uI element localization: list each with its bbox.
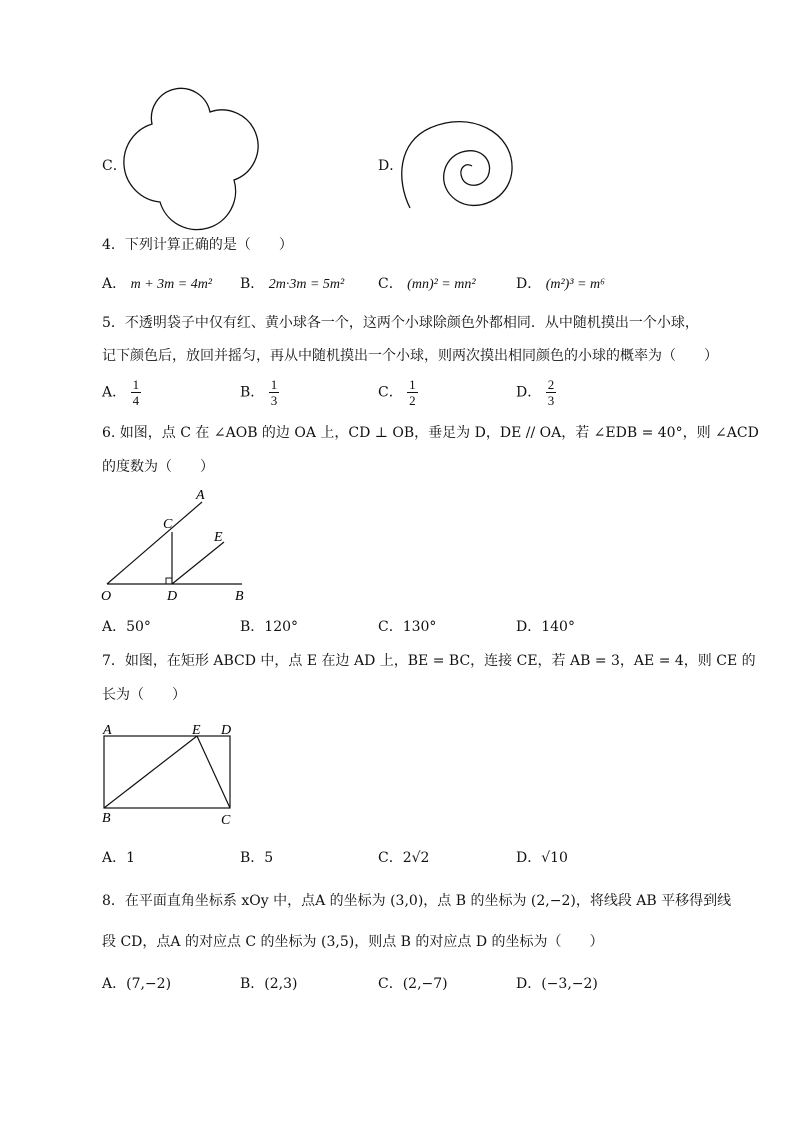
q5-b-label: B． [240,384,265,401]
q7-stem-line1: 7．如图，在矩形 ABCD 中，点 E 在边 AD 上，BE = BC，连接 CE，若 AB = 3，AE = 4，则 CE 的 [102,653,756,669]
q6-option-c[interactable]: C．130° [378,619,437,635]
q5-b-fraction: $\frac{1}{3}$ [270,377,278,408]
q7-option-a[interactable]: A．1 [102,850,136,866]
q6-option-b[interactable]: B．120° [240,619,299,635]
q5-a-label: A． [102,384,127,401]
q5-d-label: D． [516,384,542,401]
q5-c-fraction: $\frac{1}{2}$ [409,377,416,408]
q3-option-d-label: D． [378,158,404,174]
q5-a-fraction: $\frac{1}{4}$ [132,377,140,408]
q5-stem-line2: 记下颜色后，放回并摇匀，再从中随机摸出一个小球，则两次摸出相同颜色的小球的概率为（ ） [102,348,718,364]
q6-label-b: B [235,589,244,604]
q8-option-c[interactable]: C．(2,−7) [378,976,448,992]
q6-label-e: E [214,530,223,545]
q4-a-expr: m + 3m = 4m² [130,277,213,292]
q7-stem-line2: 长为（ ） [102,687,186,703]
q4-d-expr: (m²)³ = m⁶ [545,277,605,292]
q4-c-expr: (mn)² = mn² [407,277,476,292]
q6-label-d: D [167,589,178,604]
q4-stem: 4．下列计算正确的是（ ） [102,237,293,253]
q6-label-o: O [101,589,112,604]
q6-label-a: A [196,488,205,503]
q4-d-label: D． [516,276,542,292]
q4-c-label: C． [378,276,403,292]
q5-c-label: C． [378,384,403,401]
q8-stem-line1: 8．在平面直角坐标系 xOy 中，点A 的坐标为 (3,0)，点 B 的坐标为 (2,−2)，将线段 AB 平移得到线 [102,893,732,909]
q7-label-c: C [221,813,231,828]
q6-option-a[interactable]: A．50° [102,619,151,635]
q6-label-c: C [163,517,173,532]
q6-stem-line2: 的度数为（ ） [102,459,214,475]
q7-option-d[interactable]: D．√10 [516,850,568,866]
q7-label-a: A [103,723,112,738]
q6-stem-line1: 6. 如图，点 C 在 ∠AOB 的边 OA 上，CD ⊥ OB，垂足为 D，DE // OA，若 ∠EDB = 40°，则 ∠ACD [102,425,759,441]
q4-b-expr: 2m·3m = 5m² [268,277,345,292]
q7-option-c[interactable]: C．2√2 [378,850,430,866]
q5-stem-line1: 5．不透明袋子中仅有红、黄小球各一个，这两个小球除颜色外都相同．从中随机摸出一个小球， [102,315,699,331]
q3-option-c-label: C． [102,158,127,174]
q8-option-b[interactable]: B．(2,3) [240,976,298,992]
q8-option-d[interactable]: D．(−3,−2) [516,976,598,992]
q7-label-e: E [192,723,201,738]
q7-label-d: D [221,723,232,738]
q4-a-label: A． [102,276,127,292]
q8-stem-line2: 段 CD，点A 的对应点 C 的坐标为 (3,5)，则点 B 的对应点 D 的坐标为（ ） [102,934,604,950]
q7-label-b: B [102,811,111,826]
q6-option-d[interactable]: D．140° [516,619,575,635]
q8-option-a[interactable]: A．(7,−2) [102,976,172,992]
q5-d-fraction: $\frac{2}{3}$ [547,377,555,408]
q7-option-b[interactable]: B．5 [240,850,274,866]
q4-b-label: B． [240,276,265,292]
